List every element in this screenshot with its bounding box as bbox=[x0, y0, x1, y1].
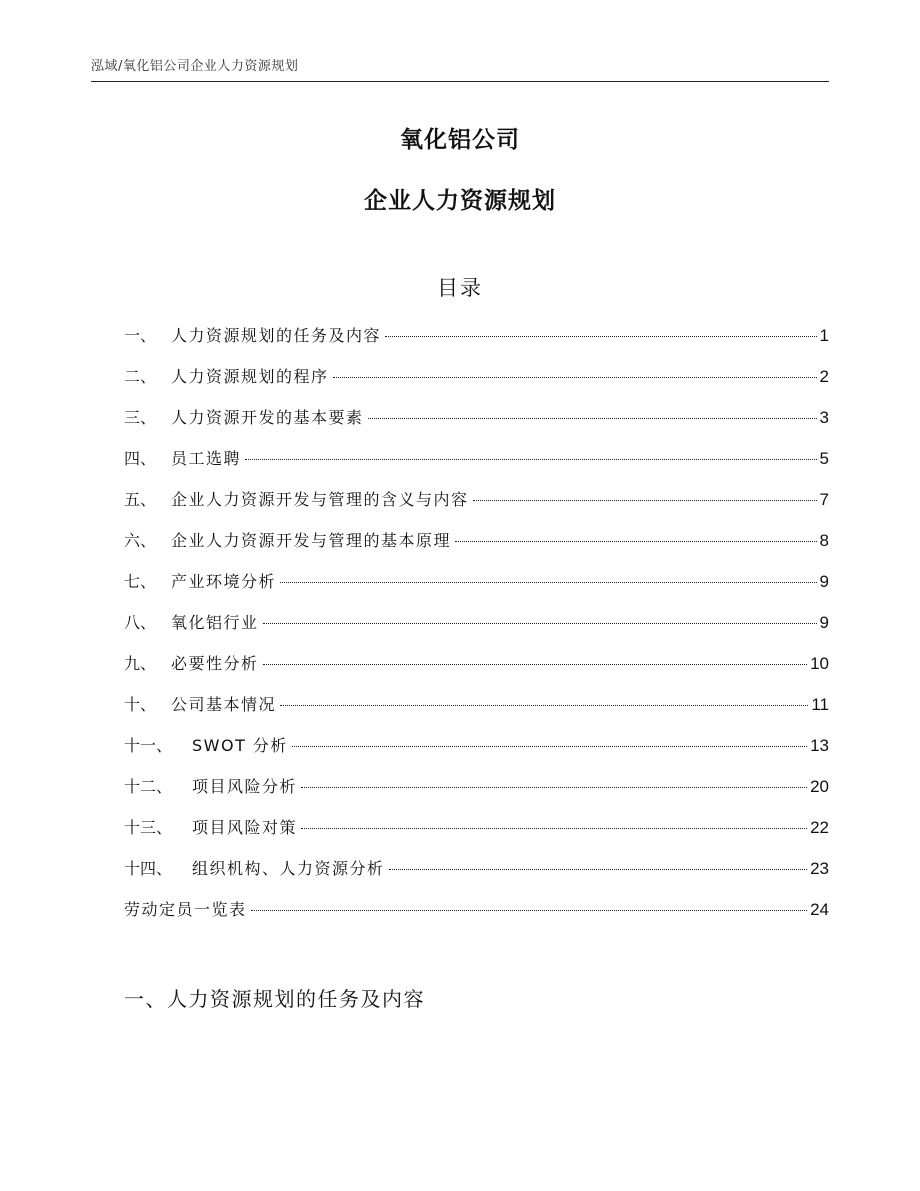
toc-entry-number: 八、 bbox=[124, 613, 157, 632]
toc-dot-leader bbox=[455, 541, 817, 542]
toc-entry-title: 人力资源开发的基本要素 bbox=[171, 408, 364, 427]
toc-entry-title: 企业人力资源开发与管理的含义与内容 bbox=[171, 490, 469, 509]
toc-entry-title: SWOT 分析 bbox=[192, 736, 288, 755]
toc-entry[interactable] bbox=[124, 692, 829, 733]
toc-entry-page: 7 bbox=[819, 490, 829, 509]
toc-entry-title: 人力资源规划的任务及内容 bbox=[171, 326, 382, 345]
toc-entry-page: 22 bbox=[810, 818, 829, 837]
header-divider bbox=[91, 81, 829, 82]
toc-entry-page: 10 bbox=[810, 654, 829, 673]
toc-entry-page: 24 bbox=[810, 900, 829, 919]
toc-entry-title: 组织机构、人力资源分析 bbox=[192, 859, 385, 878]
toc-entry[interactable] bbox=[124, 487, 829, 528]
toc-entry-number: 三、 bbox=[124, 408, 157, 427]
toc-entry[interactable] bbox=[124, 733, 829, 774]
toc-dot-leader bbox=[251, 910, 808, 911]
toc-entry[interactable] bbox=[124, 897, 829, 938]
toc-dot-leader bbox=[385, 336, 817, 337]
toc-entry[interactable] bbox=[124, 446, 829, 487]
toc-entry-title: 项目风险对策 bbox=[192, 818, 298, 837]
toc-entry-page: 9 bbox=[819, 613, 829, 632]
toc-entry-page: 1 bbox=[819, 326, 829, 345]
toc-dot-leader bbox=[301, 787, 807, 788]
toc-entry-page: 9 bbox=[819, 572, 829, 591]
toc-entry-number: 四、 bbox=[124, 449, 157, 468]
toc-entry-title: 氧化铝行业 bbox=[171, 613, 259, 632]
toc-entry-number: 十二、 bbox=[124, 777, 173, 796]
toc-entry[interactable] bbox=[124, 569, 829, 610]
toc-dot-leader bbox=[368, 418, 817, 419]
toc-entry-number: 一、 bbox=[124, 326, 157, 345]
toc-entry[interactable] bbox=[124, 651, 829, 692]
toc-entry-page: 8 bbox=[819, 531, 829, 550]
toc-entry-title: 员工选聘 bbox=[171, 449, 242, 468]
running-header: 泓域/氧化铝公司企业人力资源规划 bbox=[91, 59, 299, 74]
toc-entry[interactable] bbox=[124, 610, 829, 651]
toc-entry-title: 必要性分析 bbox=[171, 654, 259, 673]
toc-dot-leader bbox=[280, 582, 817, 583]
toc-dot-leader bbox=[263, 664, 808, 665]
toc-entry-page: 11 bbox=[811, 695, 829, 714]
toc-dot-leader bbox=[245, 459, 817, 460]
toc-entry[interactable] bbox=[124, 323, 829, 364]
table-of-contents bbox=[124, 323, 829, 938]
toc-entry-page: 5 bbox=[819, 449, 829, 468]
toc-entry-number: 十、 bbox=[124, 695, 157, 714]
toc-entry-page: 23 bbox=[810, 859, 829, 878]
toc-entry[interactable] bbox=[124, 405, 829, 446]
section-heading: 一、人力资源规划的任务及内容 bbox=[124, 987, 425, 1011]
toc-entry[interactable] bbox=[124, 528, 829, 569]
toc-entry[interactable] bbox=[124, 774, 829, 815]
toc-entry-page: 13 bbox=[810, 736, 829, 755]
toc-dot-leader bbox=[301, 828, 807, 829]
toc-entry-number: 五、 bbox=[124, 490, 157, 509]
toc-dot-leader bbox=[473, 500, 817, 501]
toc-entry-number: 七、 bbox=[124, 572, 157, 591]
toc-entry[interactable] bbox=[124, 815, 829, 856]
toc-entry[interactable] bbox=[124, 364, 829, 405]
toc-entry-number: 六、 bbox=[124, 531, 157, 550]
toc-entry-number: 十三、 bbox=[124, 818, 173, 837]
toc-entry-title: 企业人力资源开发与管理的基本原理 bbox=[171, 531, 452, 550]
document-title-plan: 企业人力资源规划 bbox=[364, 188, 556, 214]
toc-dot-leader bbox=[280, 705, 808, 706]
toc-entry[interactable] bbox=[124, 856, 829, 897]
toc-dot-leader bbox=[333, 377, 817, 378]
toc-entry-title: 劳动定员一览表 bbox=[124, 900, 247, 919]
toc-entry-title: 人力资源规划的程序 bbox=[171, 367, 329, 386]
toc-entry-page: 3 bbox=[819, 408, 829, 427]
toc-dot-leader bbox=[389, 869, 808, 870]
toc-entry-number: 十一、 bbox=[124, 736, 173, 755]
document-title-company: 氧化铝公司 bbox=[400, 127, 520, 153]
toc-entry-page: 2 bbox=[819, 367, 829, 386]
toc-entry-number: 十四、 bbox=[124, 859, 173, 878]
toc-dot-leader bbox=[292, 746, 807, 747]
toc-dot-leader bbox=[263, 623, 817, 624]
toc-entry-number: 二、 bbox=[124, 367, 157, 386]
toc-entry-page: 20 bbox=[810, 777, 829, 796]
toc-heading: 目录 bbox=[437, 276, 483, 300]
toc-entry-number: 九、 bbox=[124, 654, 157, 673]
toc-entry-title: 项目风险分析 bbox=[192, 777, 298, 796]
toc-entry-title: 产业环境分析 bbox=[171, 572, 277, 591]
toc-entry-title: 公司基本情况 bbox=[171, 695, 277, 714]
